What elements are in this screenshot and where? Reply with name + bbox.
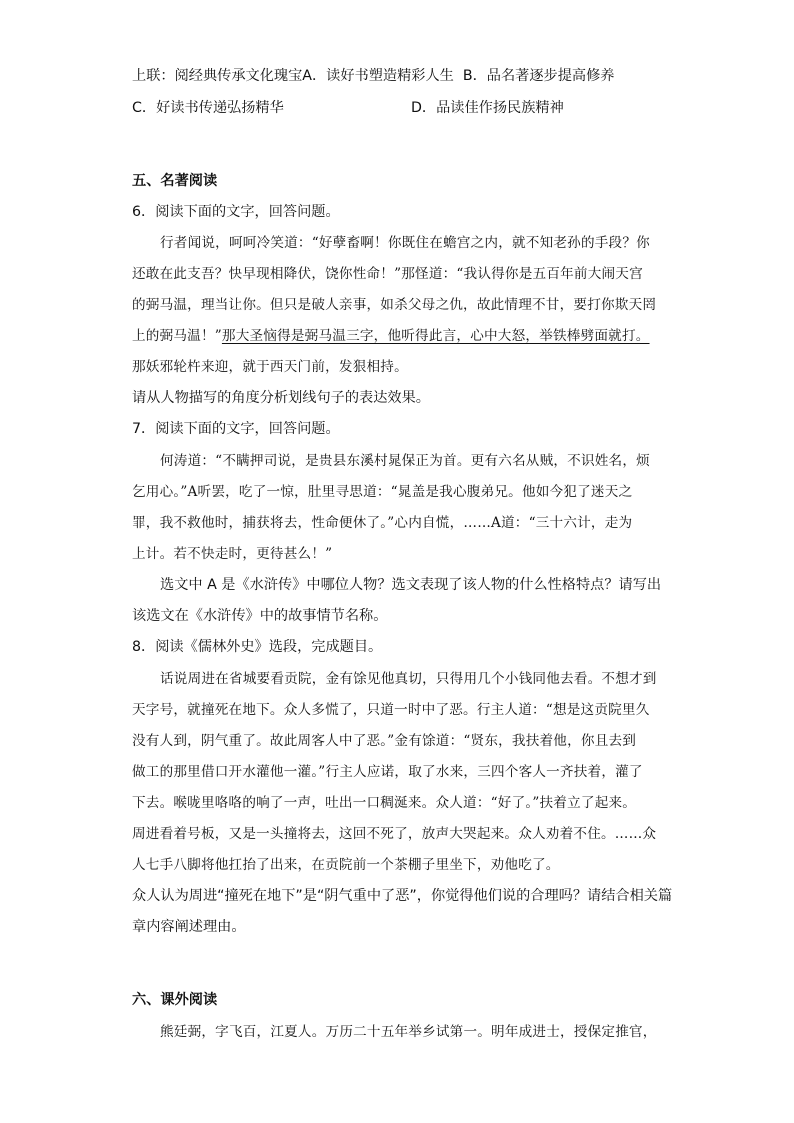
- q8-passage-line: 下去。喉咙里咯咯的响了一声，吐出一口稠涎来。众人道：“好了。”扶着立了起来。: [132, 795, 637, 811]
- q7-passage-line: 上计。若不快走时，更待甚么！”: [132, 546, 333, 562]
- q8-passage-line: 天字号，就撞死在地下。众人多慌了，只道一时中了恶。行主人道：“想是这贡院里久: [132, 702, 650, 718]
- q7-question-line: 选文中 A 是《水浒传》中哪位人物？选文表现了该人物的什么性格特点？请写出: [160, 577, 662, 593]
- q8-passage-line: 做工的那里借口开水灌他一灌。”行主人应诺，取了水来，三四个客人一齐扶着，灌了: [132, 764, 643, 780]
- q6-title: 6．阅读下面的文字，回答问题。: [132, 204, 340, 220]
- q6-passage-line: 行者闻说，呵呵冷笑道：“好孽畜啊！你既住在蟾宫之内，就不知老孙的手段？你: [160, 235, 650, 251]
- q7-passage-line: 乞用心。”A听罢，吃了一惊，肚里寻思道：“晁盖是我心腹弟兄。他如今犯了迷天之: [132, 484, 633, 500]
- couplet-line-1: [132, 66, 615, 86]
- q8-passage-line: 周进看着号板，又是一头撞将去，这回不死了，放声大哭起来。众人劝着不住。……众: [132, 826, 657, 842]
- q6-plain-text: 上的弼马温！”: [132, 328, 222, 344]
- q8-passage-line: 话说周进在省城要看贡院，金有馀见他真切，只得用几个小钱同他去看。不想才到: [160, 671, 657, 687]
- q7-title: 7．阅读下面的文字，回答问题。: [132, 421, 340, 437]
- q6-underlined-sentence: 那大圣恼得是弼马温三字，他听得此言，心中大怒，举铁棒劈面就打。: [221, 328, 650, 344]
- q8-passage-line: 没有人到，阴气重了。故此周客人中了恶。”金有馀道：“贤东，我扶着他，你且去到: [132, 733, 637, 749]
- couplet-prefix: 上联：阅经典传承文化瑰宝: [132, 68, 303, 84]
- q6-passage-line: 那妖邪轮杵来迎，就于西天门前，发狠相持。: [132, 359, 408, 375]
- q6-passage-line-4: [132, 326, 650, 346]
- q8-question-line: 章内容阐述理由。: [132, 919, 246, 935]
- q8-title: 8．阅读《儒林外史》选段，完成题目。: [132, 639, 383, 655]
- q6-passage-line: 还敢在此支吾？快早现相降伏，饶你性命！”那怪道：“我认得你是五百年前大闹天宫: [132, 266, 643, 282]
- q6-question: 请从人物描写的角度分析划线句子的表达效果。: [132, 390, 430, 406]
- q6-passage-line: 的弼马温，理当让你。但只是破人亲事，如杀父母之仇，故此情理不甘，要打你欺天罔: [132, 297, 657, 313]
- option-c: C．好读书传递弘扬精华: [132, 100, 284, 116]
- q7-question-line: 该选文在《水浒传》中的故事情节名称。: [132, 608, 388, 624]
- section-5-heading: 五、名著阅读: [132, 173, 218, 189]
- option-b: B．品名著逐步提高修养: [462, 68, 615, 84]
- option-a: A．读好书塑造精彩人生: [302, 68, 454, 84]
- q7-passage-line: 罪，我不救他时，捕获将去，性命便休了。”心内自慌，……A道：“三十六计，走为: [132, 515, 633, 531]
- q7-passage-line: 何涛道：“不瞒押司说，是贵县东溪村晁保正为首。更有六名从贼，不识姓名，烦: [160, 453, 650, 469]
- q8-passage-line: 人七手八脚将他扛抬了出来，在贡院前一个茶棚子里坐下，劝他吃了。: [132, 857, 560, 873]
- section-6-heading: 六、课外阅读: [132, 992, 218, 1008]
- option-d: D．品读佳作扬民族精神: [411, 100, 564, 116]
- q8-question-line: 众人认为周进“撞死在地下”是“阴气重中了恶”，你觉得他们说的合理吗？请结合相关篇: [132, 888, 673, 904]
- s6-passage-line: 熊廷弼，字飞百，江夏人。万历二十五年举乡试第一。明年成进士，授保定推官，: [160, 1024, 657, 1040]
